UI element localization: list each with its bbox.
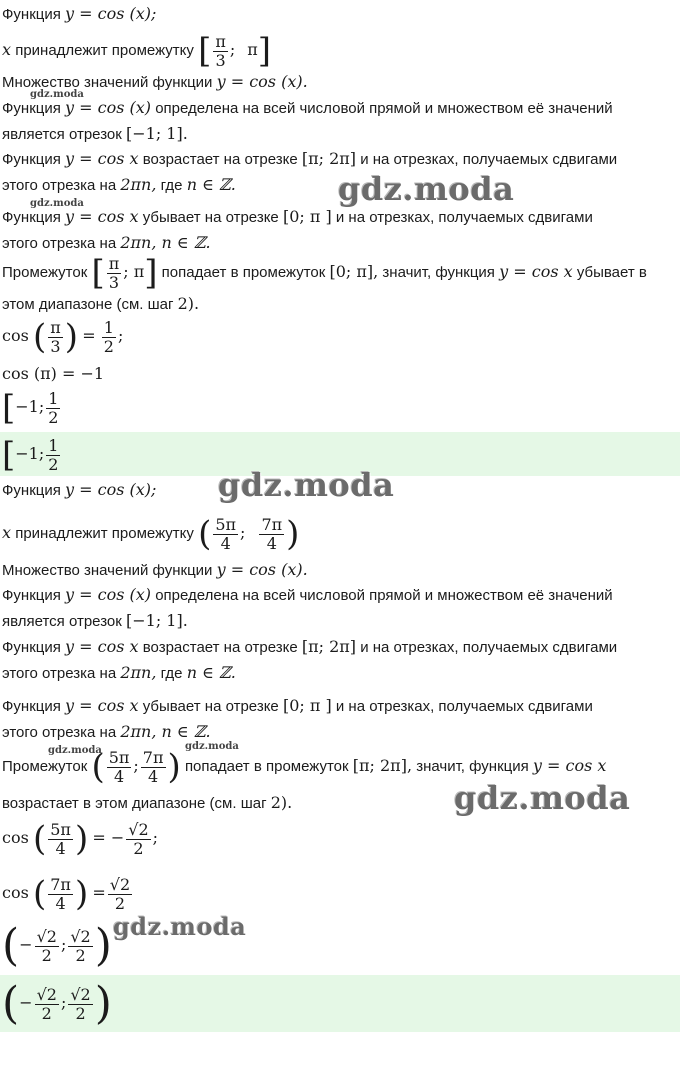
p1-calc-2: cos (π) = −1 [2,364,105,383]
p2-line-5: является отрезок [−1; 1]. [2,611,188,630]
p1-line-2: x принадлежит промежутку [ $\frac{\pi}{3}$ ; π] [2,31,272,72]
p1-line-3: Множество значений функции y = cos (x). [2,72,308,91]
p1-line-4: Функция y = cos (x) определена на всей числовой прямой и множеством её значений [2,98,613,117]
p2-line-9: этого отрезка на 2πn, n ∈ ℤ. [2,722,211,741]
p2-answer-draft: (− $\frac{√2}{2}$ ; $\frac{√2}{2}$ ) [2,920,112,972]
p2-line-11: возрастает в этом диапазоне (см. шаг 2). [2,793,293,812]
p1-line-6: Функция y = cos x возрастает на отрезке [π; 2π] и на отрезках, получаемых сдвигами [2,149,618,168]
p2-answer: (− $\frac{√2}{2}$ ; $\frac{√2}{2}$ ) [2,978,112,1030]
p2-calc-2: cos ( $\frac{7\pi}{4}$ ) = $\frac{√2}{2}$ [2,874,131,915]
watermark-large: gdz.moda [113,912,247,941]
p2-line-10: Промежуток ( $\frac{5\pi}{4}$ ; $\frac{7\pi}{4}$ ) попадает в промежуток [π; 2π], значит, функция y = cos x [2,747,607,788]
watermark-large: gdz.moda [338,170,515,208]
p1-line-5: является отрезок [−1; 1]. [2,124,188,143]
p2-line-2: x принадлежит промежутку ( $\frac{5\pi}{4}$ ; $\frac{7\pi}{4}$ ) [2,514,300,555]
watermark-small: gdz.moda [185,741,239,752]
p1-calc-1: cos ( $\frac{\pi}{3}$ ) = $\frac{1}{2}$ ; [2,317,124,358]
watermark-large: gdz.moda [454,779,631,817]
watermark-small: gdz.moda [48,745,102,756]
watermark-small: gdz.moda [30,89,84,100]
p2-line-7: этого отрезка на 2πn, где n ∈ ℤ. [2,663,236,682]
p1-line-8: Функция y = cos x убывает на отрезке [0; π ] и на отрезках, получаемых сдвигами [2,207,593,226]
p1-answer: [−1; $\frac{1}{2}$ [2,435,59,476]
p1-line-10: Промежуток [ $\frac{\pi}{3}$ ; π] попадает в промежуток [0; π], значит, функция y = cos x убывает в [2,253,647,294]
p2-line-4: Функция y = cos (x) определена на всей числовой прямой и множеством её значений [2,585,613,604]
p2-line-6: Функция y = cos x возрастает на отрезке [π; 2π] и на отрезках, получаемых сдвигами [2,637,618,656]
watermark-small: gdz.moda [30,198,84,209]
p2-line-1: Функция y = cos (x); [2,480,157,499]
p1-line-11: этом диапазоне (см. шаг 2). [2,294,200,313]
watermark-large: gdz.moda [218,466,395,504]
p2-line-3: Множество значений функции y = cos (x). [2,560,308,579]
p2-calc-1: cos ( $\frac{5\pi}{4}$ ) = − $\frac{√2}{2}$ ; [2,819,159,860]
p1-line-1: Функция y = cos (x); [2,4,157,23]
p2-line-8: Функция y = cos x убывает на отрезке [0; π ] и на отрезках, получаемых сдвигами [2,696,593,715]
p1-line-9: этого отрезка на 2πn, n ∈ ℤ. [2,233,211,252]
p1-answer-draft: [−1; $\frac{1}{2}$ [2,388,59,429]
p1-line-7: этого отрезка на 2πn, где n ∈ ℤ. [2,175,236,194]
